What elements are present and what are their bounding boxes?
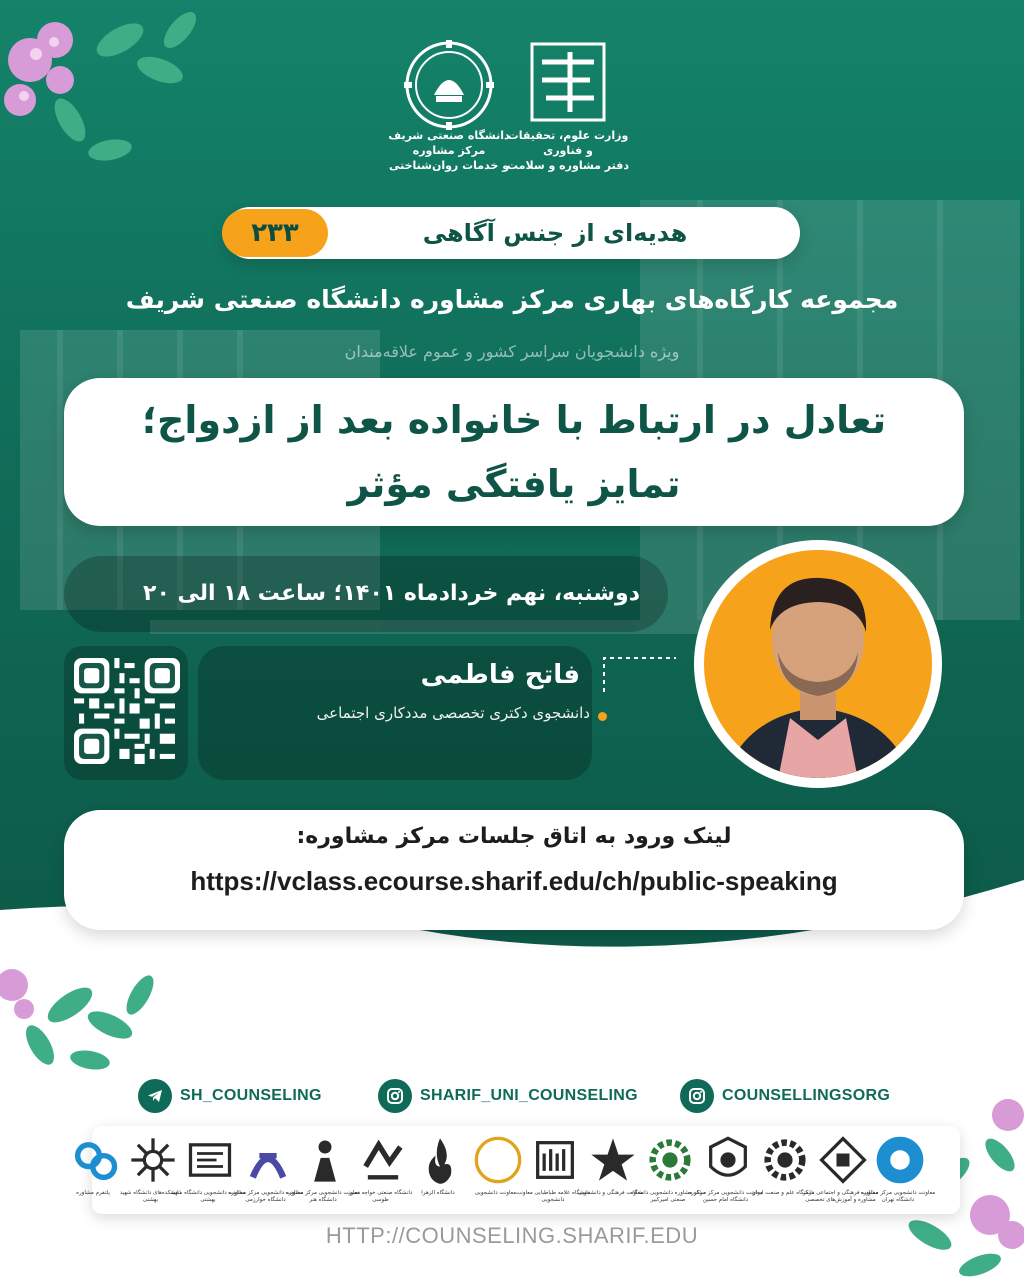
- partner-caption-11: معاونت دانشجویی مرکز مشاوره دانشگاه هنر: [285, 1190, 361, 1203]
- partner-logo-4: [702, 1134, 754, 1186]
- flower-decoration-bottom-left: [0, 965, 180, 1075]
- workshop-title-line-2: تمایز یافتگی مؤثر: [347, 462, 681, 506]
- partner-logo-1: [874, 1134, 926, 1186]
- partner-logo-7: [529, 1134, 581, 1186]
- series-badge-number: ۲۳۳: [251, 218, 299, 248]
- partner-logo-15: [69, 1134, 121, 1186]
- instagram-icon: [680, 1079, 714, 1113]
- speaker-name: فاتح فاطمی: [420, 660, 580, 690]
- instagram-icon: [378, 1079, 412, 1113]
- partner-logo-14: [127, 1134, 179, 1186]
- partner-caption-6: معاونت فرهنگی و دانشجویی: [577, 1190, 644, 1196]
- partner-caption-12: معاونت دانشجویی مرکز مشاوره دانشگاه خوارزمی: [228, 1190, 303, 1203]
- workshop-title-line-1: تعادل در ارتباط با خانواده بعد از ازدواج؛: [141, 398, 887, 442]
- partner-caption-8: معاونت دانشجویی: [474, 1190, 517, 1196]
- sharif-university-logo: [404, 40, 494, 130]
- schedule-text: دوشنبه، نهم خرداد‌ماه ۱۴۰۱؛ ساعت ۱۸ الی ۲۰: [143, 581, 640, 606]
- partner-logo-12: [242, 1134, 294, 1186]
- partner-caption-2: معاونت فرهنگی و اجتماعی مرکز مشاوره و آموزش‌های تخصصی: [802, 1190, 879, 1203]
- partner-caption-10: دانشگاه صنعتی خواجه نصیر طوسی: [348, 1190, 413, 1203]
- partner-caption-15: پلتفرم مشاوره: [76, 1190, 110, 1196]
- ministry-student-affairs-logo: [530, 42, 606, 122]
- sharif-logo-label-line-2: مرکز مشاوره: [412, 144, 486, 157]
- partner-logo-13: [184, 1134, 236, 1186]
- sharif-logo-label-line-1: دانشگاه صنعتی شریف: [388, 129, 510, 142]
- social-instagram-counsellingsorg[interactable]: [680, 1079, 890, 1113]
- social-telegram[interactable]: [138, 1079, 322, 1113]
- join-link[interactable]: https://vclass.ecourse.sharif.edu/ch/public-speaking: [190, 866, 838, 896]
- partner-logo-11: [299, 1134, 351, 1186]
- partner-caption-3: دانشگاه علم و صنعت ایران: [751, 1190, 815, 1196]
- series-badge: [222, 209, 328, 257]
- partner-caption-4: معاونت دانشجویی مرکز مشاوره دانشگاه امام حسین: [688, 1190, 763, 1203]
- partner-caption-13: معاونت دانشجویی دانشگاه شهید بهشتی: [170, 1190, 246, 1203]
- partner-caption-5: مرکز مشاوره دانشجویی دانشگاه صنعتی امیرکبیر: [630, 1190, 706, 1203]
- series-title: هدیه‌ای از جنس آگاهی: [422, 219, 688, 247]
- ministry-logo-label-line-1: وزارت علوم، تحقیقات: [507, 129, 629, 142]
- audience-text: ویژه دانشجویان سراسر کشور و عموم علاقه‌مندان: [344, 342, 680, 361]
- partner-logo-9: [414, 1134, 466, 1186]
- partner-logo-2: [817, 1134, 869, 1186]
- workshop-series-subtitle: مجموعه کارگاه‌های بهاری مرکز مشاوره دانشگاه صنعتی شریف: [125, 285, 899, 314]
- speaker-description: دانشجوی دکتری تخصصی مددکاری اجتماعی: [316, 704, 590, 722]
- speaker-connector-line: [600, 652, 680, 692]
- flower-decoration-top-left: [0, 0, 210, 190]
- partner-caption-7: دانشگاه علامه طباطبایی معاونت دانشجویی: [515, 1190, 591, 1203]
- partner-caption-14: دانشکده‌های دانشگاه شهید بهشتی: [119, 1190, 182, 1203]
- social-instagram-sharif[interactable]: [378, 1079, 638, 1113]
- ministry-logo-label-line-3: دفتر مشاوره و سلامت: [507, 159, 629, 172]
- bullet-dot: [598, 712, 607, 721]
- partner-logo-10: [357, 1134, 409, 1186]
- partner-logo-6: [587, 1134, 639, 1186]
- partner-logo-8: [472, 1134, 524, 1186]
- sharif-logo-label-line-3: و خدمات روان‌شناختی: [388, 159, 510, 172]
- partner-logo-3: [759, 1134, 811, 1186]
- partner-logo-5: [644, 1134, 696, 1186]
- speaker-photo: [680, 540, 956, 790]
- partner-caption-9: دانشگاه الزهرا: [421, 1190, 455, 1196]
- qr-code[interactable]: [74, 658, 180, 764]
- instagram-handle-counsellingsorg: COUNSELLINGSORG: [722, 1087, 891, 1104]
- ministry-logo-label-line-2: و فناوری: [543, 144, 593, 157]
- link-box-label: لینک ورود به اتاق جلسات مرکز مشاوره:: [296, 824, 732, 849]
- partner-caption-1: معاونت دانشجویی مرکز مشاوره دانشگاه تهران: [860, 1190, 936, 1203]
- telegram-icon: [138, 1079, 172, 1113]
- instagram-handle-sharif: SHARIF_UNI_COUNSELING: [420, 1087, 638, 1104]
- footer-url[interactable]: HTTP://COUNSELING.SHARIF.EDU: [325, 1223, 699, 1248]
- telegram-handle: SH_COUNSELING: [180, 1087, 322, 1104]
